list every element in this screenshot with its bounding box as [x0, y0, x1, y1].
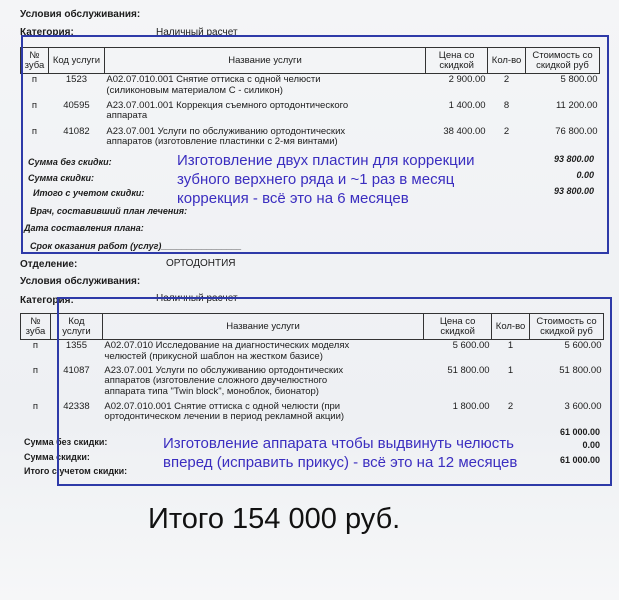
- table-row: п 42338 A02.07.010.001 Снятие оттиска с одной челюсти (при ортодонтическом лечении в период рекламной акции) 1 800.00 2 3 600.00: [32, 400, 602, 422]
- plan-date-label: Дата составления плана:: [24, 223, 144, 233]
- header-tooth: № зуба: [21, 314, 51, 340]
- sum-no-discount-label-2: Сумма без скидки:: [24, 437, 108, 447]
- header-cost: Стоимость со скидкой руб: [526, 48, 600, 74]
- table-row: п 41082 A23.07.001 Услуги по обслуживанию ортодонтических аппаратов (изготовление пластинки с 2-мя винтами) 38 400.00 2 76 800.00: [31, 125, 598, 147]
- header-name: Название услуги: [104, 48, 425, 74]
- header-qty: Кол-во: [492, 314, 530, 340]
- table-row: п 1355 A02.07.010 Исследование на диагностических моделях челюстей (прикусной шаблон на жестком базисе) 5 600.00 1 5 600.00: [32, 340, 602, 362]
- total-label-1: Итого с учетом скидки:: [33, 188, 145, 198]
- discount-label-1: Сумма скидки:: [28, 173, 95, 183]
- table-row: п 40595 A23.07.001.001 Коррекция съемного ортодонтического аппарата 1 400.00 8 11 200.00: [31, 99, 598, 121]
- header-code: Код услуги: [50, 314, 102, 340]
- highlight-box-1: [21, 35, 609, 254]
- department-value: ОРТОДОНТИЯ: [166, 258, 236, 269]
- total-label-2: Итого с учетом скидки:: [24, 466, 128, 476]
- header-code: Код услуги: [48, 48, 104, 74]
- category-value-1: Наличный расчет: [156, 27, 238, 38]
- category-label-1: Категория:: [20, 27, 74, 38]
- discount-value-2: 0.00: [582, 440, 600, 450]
- doctor-label: Врач, составивший план лечения:: [30, 206, 188, 216]
- grand-total: Итого 154 000 руб.: [148, 503, 401, 535]
- sum-no-discount-1: 93 800.00: [553, 154, 594, 164]
- header-cost: Стоимость со скидкой руб: [530, 314, 604, 340]
- sum-no-discount-2: 61 000.00: [559, 427, 600, 437]
- header-name: Название услуги: [102, 314, 423, 340]
- department-label: Отделение:: [20, 259, 78, 270]
- conditions-label-2: Условия обслуживания:: [20, 276, 141, 287]
- discount-value-1: 0.00: [576, 170, 594, 180]
- term-label: Срок оказания работ (услуг)________________: [30, 241, 242, 251]
- category-label-2: Категория:: [20, 295, 74, 306]
- total-value-1: 93 800.00: [553, 186, 594, 196]
- category-value-2: Наличный расчет: [156, 293, 238, 304]
- header-qty: Кол-во: [488, 48, 526, 74]
- sum-no-discount-label-1: Сумма без скидки:: [28, 157, 112, 167]
- header-tooth: № зуба: [21, 48, 49, 74]
- header-price: Цена со скидкой: [424, 314, 492, 340]
- annotation-note-2: Изготовление аппарата чтобы выдвинуть челюсть вперед (исправить прикус) - всё это на 12 месяцев: [163, 435, 518, 471]
- table-row: п 41087 A23.07.001 Услуги по обслуживанию ортодонтических аппаратов (изготовление сложного двучелюстного аппарата типа "Twin block", моноблок, бионатор) 51 800.00 1 51 800.00: [32, 364, 602, 397]
- annotation-note-1: Изготовление двух пластин для коррекции зубного верхнего ряда и ~1 раз в месяц коррекция - всё это на 6 месяцев: [177, 152, 475, 207]
- table-row: п 1523 A02.07.010.001 Снятие оттиска с одной челюсти (силиконовым материалом С - силикон) 2 900.00 2 5 800.00: [31, 74, 598, 96]
- discount-label-2: Сумма скидки:: [24, 452, 90, 462]
- header-price: Цена со скидкой: [426, 48, 488, 74]
- highlight-box-2: [57, 297, 612, 486]
- total-value-2: 61 000.00: [559, 455, 600, 465]
- conditions-label-1: Условия обслуживания:: [20, 9, 141, 20]
